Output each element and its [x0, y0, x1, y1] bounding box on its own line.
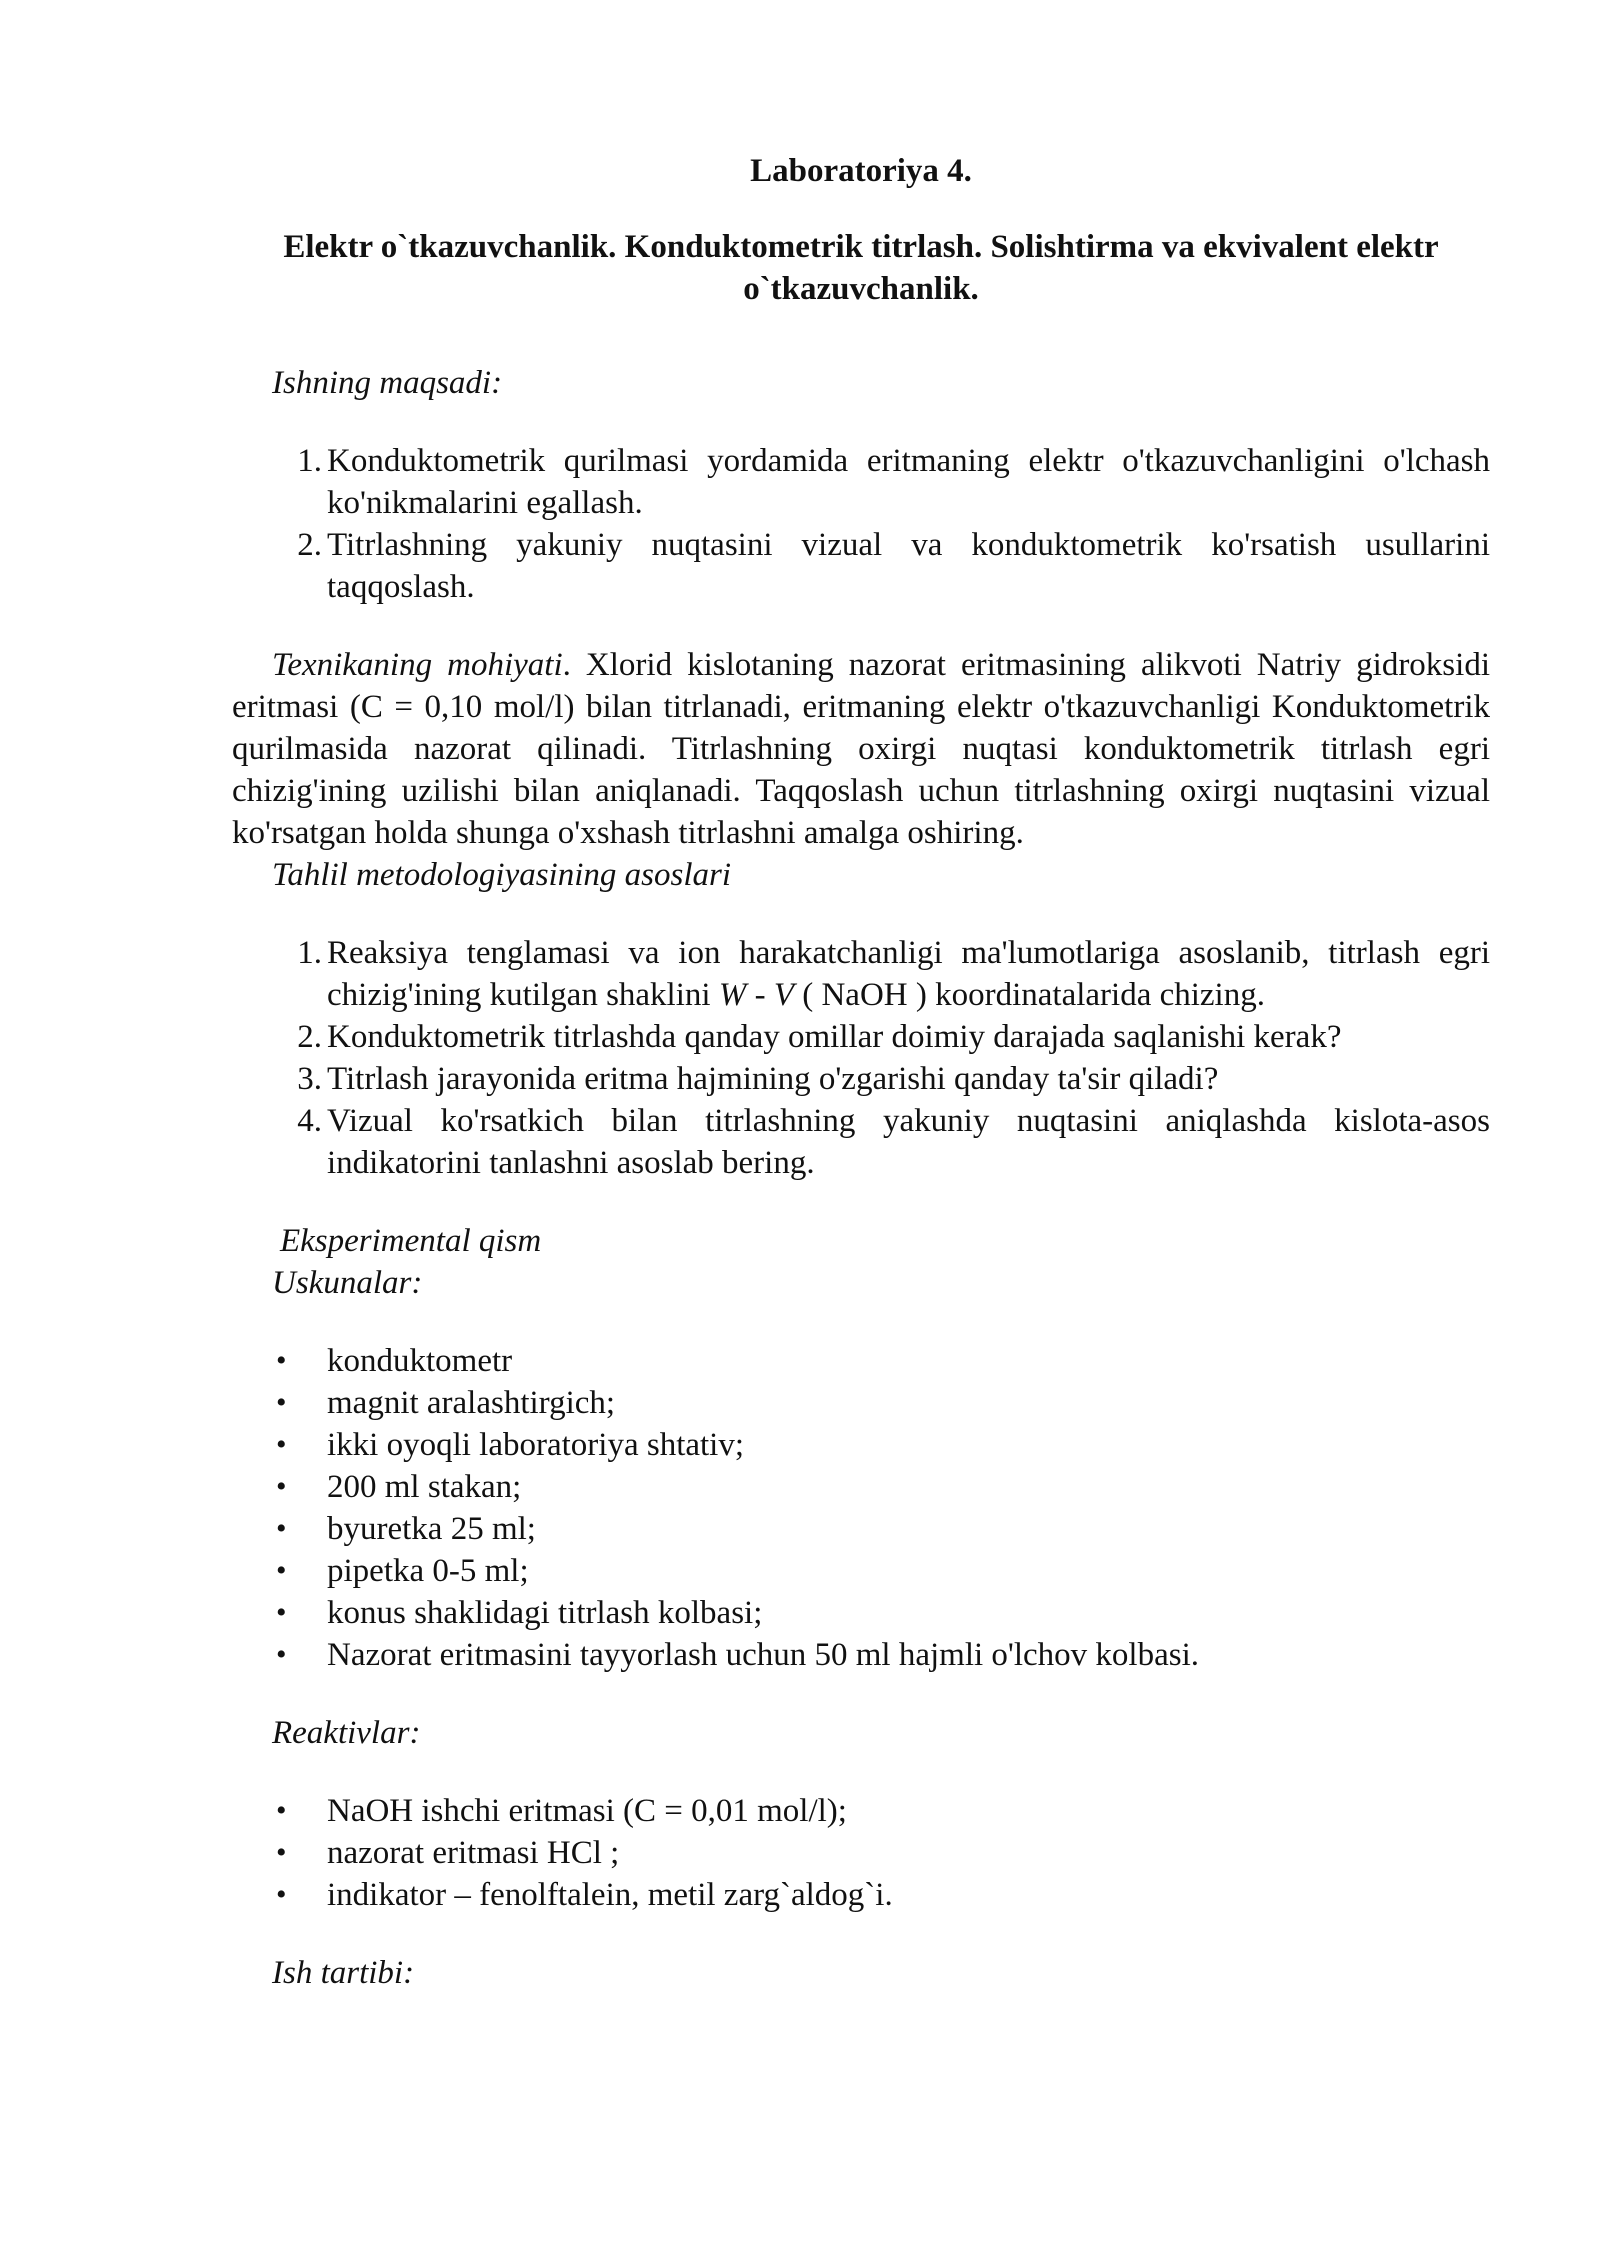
reagents-list [232, 1790, 1490, 1916]
reagents-heading: Reaktivlar: [272, 1715, 421, 1751]
list-item-text: 200 ml stakan; [327, 1469, 522, 1505]
list-item-text: magnit aralashtirgich; [327, 1385, 616, 1421]
list-item-text: NaOH ishchi eritmasi (C = 0,01 mol/l); [327, 1793, 847, 1829]
list-item [232, 1058, 1490, 1100]
technique-text: . Xlorid kislotaning nazorat eritmasining alikvoti Natriy gidroksidi eritmasi (C = 0,10 mol/l) bilan titrlanadi, eritmaning elektr o'tkazuvchanligi Konduktometrik qurilmasida nazorat qilinadi. Titrlashning oxirgi nuqtasi konduktometrik titrlash egri chizig'ining uzilishi bilan aniqlanadi. Taqqoslash uchun titrlashning oxirgi nuqtasini vizual ko'rsatgan holda shunga o'xshash titrlashni amalga oshiring. [232, 647, 1490, 851]
bullet-icon: • [276, 1878, 287, 1911]
methodology-list [232, 932, 1490, 1184]
bullet-icon: • [276, 1344, 287, 1377]
bullet-icon: • [276, 1836, 287, 1869]
list-item-text: Reaksiya tenglamasi va ion harakatchanligi ma'lumotlariga asoslanib, titrlash egri chizig'ining kutilgan shaklini [327, 935, 1490, 1013]
bullet-icon: • [276, 1428, 287, 1461]
document-content [232, 150, 1490, 2030]
document-subtitle: Elektr o`tkazuvchanlik. Konduktometrik titrlash. Solishtirma va ekvivalent elektr o`tkazuvchanlik. [283, 229, 1439, 307]
list-item [232, 1790, 1490, 1832]
list-number: 3. [297, 1061, 322, 1097]
axis-separator: - [746, 977, 774, 1013]
axis-v: V [773, 977, 794, 1013]
list-item-text: Vizual ko'rsatkich bilan titrlashning yakuniy nuqtasini aniqlashda kislota-asos indikatorini tanlashni asoslab bering. [327, 1103, 1490, 1181]
list-item [232, 1634, 1490, 1676]
goal-heading: Ishning maqsadi: [272, 365, 503, 401]
bullet-icon: • [276, 1512, 287, 1545]
list-item-text: indikator – fenolftalein, metil zarg`aldog`i. [327, 1877, 893, 1913]
list-item-text: pipetka 0-5 ml; [327, 1553, 529, 1589]
list-item [232, 1550, 1490, 1592]
technique-paragraph [232, 644, 1490, 854]
list-item [232, 1016, 1490, 1058]
list-number: 2. [297, 527, 322, 563]
equipment-heading: Uskunalar: [272, 1265, 423, 1301]
list-item-text: Konduktometrik qurilmasi yordamida eritmaning elektr o'tkazuvchanligini o'lchash ko'nikmalarini egallash. [327, 443, 1490, 521]
list-item [232, 1874, 1490, 1916]
bullet-icon: • [276, 1794, 287, 1827]
bullet-icon: • [276, 1638, 287, 1671]
document-title: Laboratoriya 4. [750, 153, 972, 189]
list-item-text: ikki oyoqli laboratoriya shtativ; [327, 1427, 745, 1463]
list-item [232, 1100, 1490, 1184]
list-number: 4. [297, 1103, 322, 1139]
methodology-heading: Tahlil metodologiyasining asoslari [272, 857, 732, 893]
list-item [232, 1592, 1490, 1634]
technique-lead: Texnikaning mohiyati [272, 647, 563, 683]
equipment-list [232, 1340, 1490, 1676]
list-item-text-end: ( NaOH ) koordinatalarida chizing. [793, 977, 1265, 1013]
list-item-text: nazorat eritmasi HCl ; [327, 1835, 620, 1871]
bullet-icon: • [276, 1554, 287, 1587]
goal-list [232, 440, 1490, 608]
procedure-heading: Ish tartibi: [272, 1955, 415, 1991]
list-item-text: Nazorat eritmasini tayyorlash uchun 50 ml hajmli o'lchov kolbasi. [327, 1637, 1200, 1673]
bullet-icon: • [276, 1596, 287, 1629]
bullet-icon: • [276, 1386, 287, 1419]
list-item [232, 1424, 1490, 1466]
list-item-text: konduktometr [327, 1343, 513, 1379]
list-item-text: konus shaklidagi titrlash kolbasi; [327, 1595, 763, 1631]
experimental-heading: Eksperimental qism [280, 1223, 542, 1259]
list-item [232, 1508, 1490, 1550]
list-item-text: Titrlash jarayonida eritma hajmining o'zgarishi qanday ta'sir qiladi? [327, 1061, 1219, 1097]
list-number: 2. [297, 1019, 322, 1055]
list-item [232, 440, 1490, 524]
list-item [232, 524, 1490, 608]
list-item-text: Titrlashning yakuniy nuqtasini vizual va konduktometrik ko'rsatish usullarini taqqoslash. [327, 527, 1490, 605]
list-item [232, 932, 1490, 1016]
list-item-text: Konduktometrik titrlashda qanday omillar doimiy darajada saqlanishi kerak? [327, 1019, 1342, 1055]
list-number: 1. [297, 935, 322, 971]
list-item [232, 1340, 1490, 1382]
list-item-text: byuretka 25 ml; [327, 1511, 536, 1547]
list-item [232, 1832, 1490, 1874]
list-item [232, 1466, 1490, 1508]
list-number: 1. [297, 443, 322, 479]
list-item [232, 1382, 1490, 1424]
axis-w: W [718, 977, 747, 1013]
bullet-icon: • [276, 1470, 287, 1503]
